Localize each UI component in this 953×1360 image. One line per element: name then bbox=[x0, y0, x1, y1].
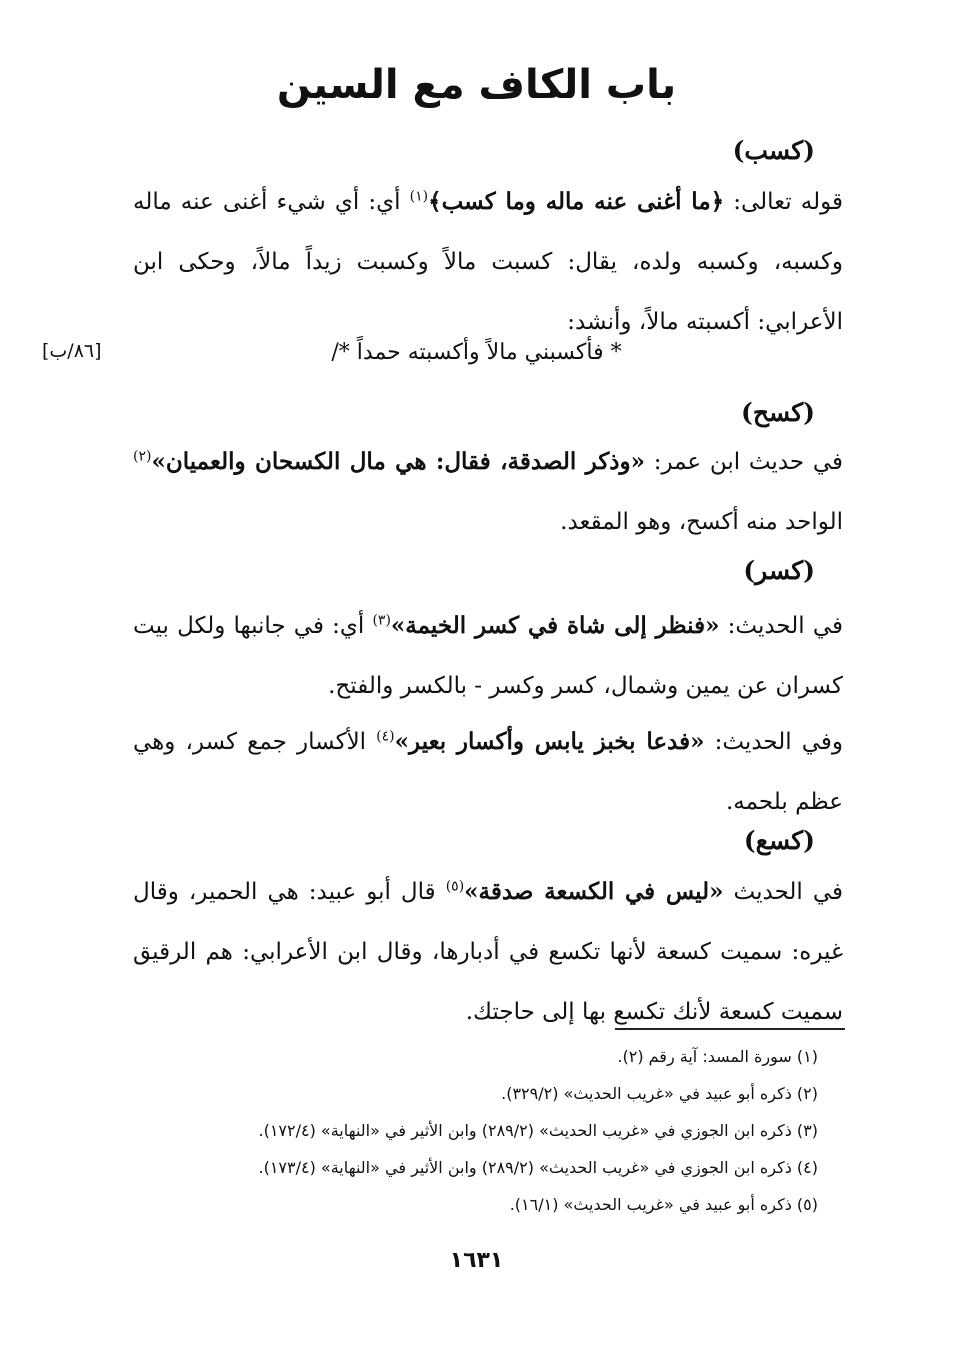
footnote-item: (١) سورة المسد: آية رقم (٢). bbox=[617, 1047, 818, 1066]
entry-heading-kasa: (كسع) bbox=[743, 826, 815, 855]
footnote-marker: (٣) bbox=[372, 612, 391, 629]
entry-text-kasa bbox=[133, 862, 843, 1042]
entry-text-part: أي: في جانبها ولكل بيت كسران عن يمين وشمال، كسر وكسر - بالكسر والفتح. bbox=[133, 613, 843, 699]
entry-text-part: الواحد منه أكسح، وهو المقعد. bbox=[560, 509, 843, 535]
entry-text-part: في حديث ابن عمر: bbox=[645, 449, 843, 475]
entry-text-part: أي: أي شيء أغنى عنه ماله وكسبه، وكسبه ولده، يقال: كسبت مالاً وكسبت زيداً مالاً، وحكى ابن الأعرابي: أكسبته مالاً، وأنشد: bbox=[133, 189, 843, 335]
footnote-item: (٢) ذكره أبو عبيد في «غريب الحديث» (٣٢٩/٢). bbox=[501, 1084, 818, 1103]
entry-text-part: في الحديث bbox=[723, 879, 844, 905]
poetry-verse: * فأكسبني مالاً وأكسبته حمداً */ bbox=[331, 340, 622, 365]
entry-text-part: وفي الحديث: bbox=[704, 729, 843, 755]
entry-text-part: قوله تعالى: bbox=[724, 189, 843, 215]
footnote-marker: (١) bbox=[409, 188, 429, 205]
footnotes bbox=[118, 1042, 818, 1227]
footnote-divider bbox=[615, 1028, 845, 1030]
entry-text-part: في الحديث: bbox=[719, 613, 843, 639]
chapter-title: باب الكاف مع السين bbox=[276, 62, 677, 108]
manuscript-folio-reference: [٨٦/ب] bbox=[42, 340, 102, 362]
hadith-quote: «وذكر الصدقة، فقال: هي مال الكسحان والعميان» bbox=[151, 448, 645, 475]
entry-text-kasb bbox=[133, 172, 843, 352]
entry-text-part: الأكسار جمع كسر، وهي عظم بلحمه. bbox=[133, 729, 843, 815]
entry-text-kasr bbox=[133, 596, 843, 716]
footnote-marker: (٤) bbox=[376, 728, 395, 745]
footnote-marker: (٥) bbox=[445, 878, 465, 895]
footnote-item: (٥) ذكره أبو عبيد في «غريب الحديث» (١٦/١). bbox=[509, 1195, 818, 1214]
quran-quote: ﴿ما أغنى عنه ماله وما كسب﴾ bbox=[428, 188, 725, 215]
footnote-marker: (٢) bbox=[133, 448, 152, 465]
entry-text-kash bbox=[133, 432, 843, 552]
hadith-quote: «ليس في الكسعة صدقة» bbox=[464, 878, 724, 905]
entry-heading-kasr: (كسر) bbox=[743, 556, 815, 585]
entry-heading-kasb: (كسب) bbox=[732, 136, 815, 165]
entry-text-kasr-second bbox=[133, 712, 843, 832]
footnote-item: (٣) ذكره ابن الجوزي في «غريب الحديث» (٢٨٩/٢) وابن الأثير في «النهاية» (١٧٢/٤). bbox=[258, 1121, 818, 1140]
page-number: ١٦٣١ bbox=[449, 1248, 504, 1273]
footnote-item: (٤) ذكره ابن الجوزي في «غريب الحديث» (٢٨٩/٢) وابن الأثير في «النهاية» (١٧٣/٤). bbox=[258, 1158, 818, 1177]
hadith-quote: «فنظر إلى شاة في كسر الخيمة» bbox=[390, 612, 720, 639]
hadith-quote: «فدعا بخبز يابس وأكسار بعير» bbox=[394, 728, 705, 755]
entry-heading-kash: (كسح) bbox=[741, 398, 815, 427]
entry-text-part: قال أبو عبيد: هي الحمير، وقال غيره: سميت كسعة لأنها تكسع في أدبارها، وقال ابن الأعرابي: هم الرقيق سميت كسعة لأنك تكسع بها إلى حاجتك. bbox=[133, 879, 843, 1025]
